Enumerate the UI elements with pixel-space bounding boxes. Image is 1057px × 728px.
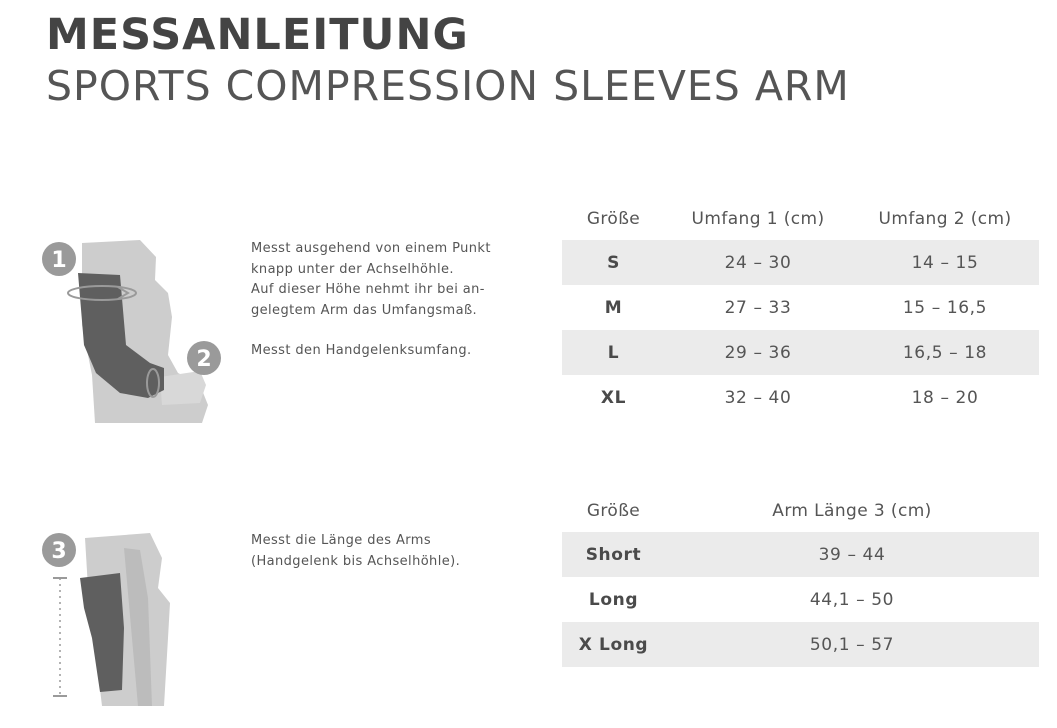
table-row: [562, 240, 1039, 285]
value-cell: 39 – 44: [665, 532, 1039, 577]
instruction-line: knapp unter der Achselhöhle.: [251, 261, 454, 277]
value-cell: 32 – 40: [724, 387, 792, 408]
column-header-circumference-1: Umfang 1 (cm): [691, 208, 825, 229]
instruction-line: gelegtem Arm das Umfangsmaß.: [251, 302, 478, 318]
page-title: MESSANLEITUNG: [46, 10, 469, 60]
value-cell: 16,5 – 18: [851, 330, 1039, 375]
table-row: [562, 577, 1039, 622]
instruction-line: (Handgelenk bis Achselhöhle).: [251, 553, 461, 569]
size-cell: M: [604, 297, 623, 318]
size-cell: L: [562, 330, 665, 375]
size-cell: Short: [562, 532, 665, 577]
value-cell: 50,1 – 57: [665, 622, 1039, 667]
value-cell: 24 – 30: [665, 240, 851, 285]
table-header-row: [562, 489, 1039, 532]
instruction-line: Messt die Länge des Arms: [251, 533, 432, 548]
instruction-line: Messt ausgehend von einem Punkt: [251, 241, 491, 256]
marker-3: [42, 533, 76, 567]
value-cell: 44,1 – 50: [809, 589, 895, 610]
value-cell: 15 – 16,5: [902, 297, 988, 318]
size-cell: XL: [600, 387, 627, 408]
size-cell: S: [562, 240, 665, 285]
instructions-length: [251, 531, 460, 572]
length-size-table: [562, 489, 1039, 667]
table-row: [562, 330, 1039, 375]
instruction-line: Messt den Handgelenksumfang.: [251, 343, 472, 358]
value-cell: 14 – 15: [851, 240, 1039, 285]
table-row: [562, 622, 1039, 667]
column-header-size: Größe: [586, 208, 641, 229]
circumference-size-table: [562, 197, 1039, 420]
value-cell: 18 – 20: [911, 387, 979, 408]
size-cell: X Long: [562, 622, 665, 667]
table-row: [562, 375, 1039, 420]
table-row: [562, 532, 1039, 577]
table-row: [562, 285, 1039, 330]
svg-text:2: 2: [196, 347, 212, 372]
svg-text:1: 1: [51, 248, 67, 273]
column-header-arm-length: Arm Länge 3 (cm): [772, 500, 932, 521]
value-cell: 29 – 36: [665, 330, 851, 375]
instruction-line: Auf dieser Höhe nehmt ihr bei an-: [251, 282, 485, 297]
column-header-circumference-2: Umfang 2 (cm): [878, 208, 1012, 229]
size-cell: Long: [588, 589, 639, 610]
value-cell: 27 – 33: [724, 297, 792, 318]
arm-circumference-illustration: [40, 235, 225, 430]
instructions-circumference: [251, 239, 491, 362]
table-header-row: [562, 197, 1039, 240]
arm-length-illustration: [40, 528, 190, 708]
column-header-size: Größe: [586, 500, 641, 521]
marker-2: [187, 341, 221, 375]
marker-1: [42, 242, 76, 276]
svg-text:3: 3: [51, 539, 67, 564]
page-subtitle: SPORTS COMPRESSION SLEEVES ARM: [46, 62, 850, 110]
